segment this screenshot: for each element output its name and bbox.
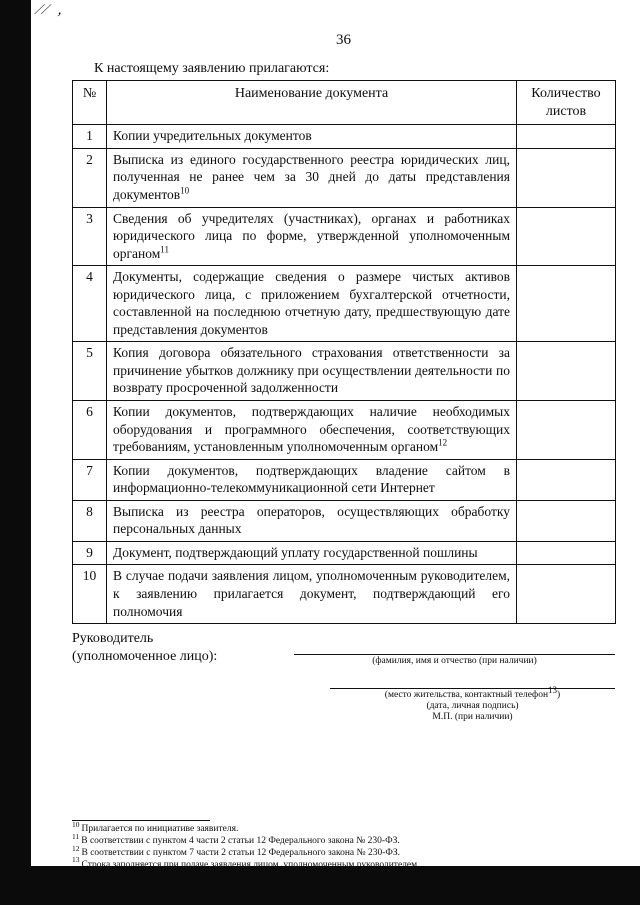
footnote-marker: 12 — [72, 843, 80, 853]
row-doc-text: Документ, подтверждающий уплату государственной пошлины — [113, 544, 478, 560]
row-doc-text: Сведения об учредителях (участниках), органах и работниках юридического лица по форме, утвержденной уполномоченным органом — [113, 210, 510, 261]
footnote — [72, 843, 615, 860]
row-sheet-count — [517, 401, 616, 460]
row-doc-text: Документы, содержащие сведения о размере чистых активов юридического лица, с приложением бухгалтерской отчетности, составленной на последнюю отчетную дату, предшествующую дате представления документов — [113, 269, 510, 337]
row-doc-text: Выписка из реестра операторов, осуществляющих обработку персональных данных — [113, 503, 510, 537]
row-doc-text: Копии учредительных документов — [113, 128, 312, 144]
signature-date-caption: (дата, личная подпись) — [426, 701, 519, 712]
row-doc-name — [107, 565, 517, 624]
row-sheet-count — [517, 459, 616, 500]
footnote-marker: 10 — [72, 819, 80, 829]
footnote-ref: 11 — [160, 244, 169, 255]
row-doc-name — [107, 459, 517, 500]
footnote-ref: 12 — [438, 437, 448, 448]
footnote-text: В соответствии с пунктом 4 части 2 статьи 12 Федерального закона № 230-ФЗ. — [81, 835, 400, 846]
table-row — [73, 565, 616, 624]
signer-role — [72, 630, 294, 666]
row-num: 9 — [73, 541, 107, 565]
row-num: 10 — [73, 565, 107, 624]
footnote — [72, 819, 615, 836]
table-row — [73, 541, 616, 565]
attachments-table — [72, 80, 616, 624]
row-doc-name — [107, 541, 517, 565]
address-caption-text: (место жительства, контактный телефон — [384, 690, 549, 701]
footnotes-section — [72, 820, 615, 872]
row-doc-name — [107, 207, 517, 266]
row-num: 5 — [73, 342, 107, 401]
scan-artifact-bottom-bar — [0, 866, 640, 905]
intro-text: К настоящему заявлению прилагаются: — [94, 61, 330, 76]
row-doc-text: Копии документов, подтверждающих наличие необходимых оборудования и программного обеспечения, соответствующих требованиям, установленным уполномоченным органом — [113, 404, 510, 455]
header-doc-name: Наименование документа — [107, 81, 517, 125]
document-content — [72, 32, 615, 722]
row-sheet-count — [517, 342, 616, 401]
signature-address-line — [330, 674, 615, 689]
signature-name-caption: (фамилия, имя и отчество (при наличии) — [372, 656, 537, 667]
footnote — [72, 855, 615, 872]
row-num: 1 — [73, 125, 107, 149]
row-doc-text: Копии документов, подтверждающих владение сайтом в информационно-телекоммуникационной сети Интернет — [113, 462, 510, 496]
signature-details-block — [330, 674, 615, 722]
signature-name-line — [294, 632, 615, 655]
table-row — [73, 342, 616, 401]
address-caption-close: ) — [557, 690, 561, 701]
footnote-marker: 11 — [72, 831, 80, 841]
row-sheet-count — [517, 148, 616, 207]
signature-stamp-caption: М.П. (при наличии) — [432, 712, 513, 723]
table-header-row — [73, 81, 616, 125]
table-row — [73, 207, 616, 266]
table-row — [73, 125, 616, 149]
row-num: 3 — [73, 207, 107, 266]
row-sheet-count — [517, 500, 616, 541]
row-num: 4 — [73, 266, 107, 342]
row-doc-name — [107, 401, 517, 460]
footnote-text: Прилагается по инициативе заявителя. — [81, 824, 239, 834]
row-sheet-count — [517, 207, 616, 266]
row-doc-name — [107, 500, 517, 541]
scan-artifact-pen-marks: ∕∕ , — [35, 2, 70, 18]
row-sheet-count — [517, 266, 616, 342]
footnote-text: В соответствии с пунктом 7 части 2 статьи 12 Федерального закона № 230-ФЗ. — [81, 847, 401, 858]
footnote-ref: 10 — [180, 185, 190, 196]
footnote-text: Строка заполняется при подаче заявления лицом, уполномоченным руководителем. — [81, 859, 420, 870]
row-doc-name — [107, 342, 517, 401]
row-doc-text: Копия договора обязательного страхования ответственности за причинение убытков должнику при осуществлении деятельности по возврату просроченной задолженности — [113, 345, 510, 396]
footnote — [72, 831, 615, 848]
row-doc-name — [107, 266, 517, 342]
scan-artifact-left-bar — [0, 0, 31, 905]
signature-name-block — [294, 630, 615, 666]
row-doc-text: В случае подачи заявления лицом, уполномоченным руководителем, к заявлению прилагается документ, подтверждающий его полномочия — [113, 568, 510, 619]
footnote-marker: 13 — [72, 855, 80, 865]
footnote-separator — [72, 820, 210, 821]
header-num: № — [73, 81, 107, 125]
signer-role-line2: (уполномоченное лицо): — [72, 648, 218, 664]
table-row — [73, 148, 616, 207]
signature-address-caption — [330, 685, 615, 701]
row-sheet-count — [517, 125, 616, 149]
page-number: 36 — [336, 32, 351, 48]
row-doc-text: Выписка из единого государственного реестра юридических лиц, полученная не ранее чем за 30 дней до даты представления документов — [113, 151, 510, 203]
row-doc-name — [107, 125, 517, 149]
header-sheet-count: Количество листов — [517, 81, 616, 125]
row-doc-name — [107, 148, 517, 207]
table-row — [73, 500, 616, 541]
row-num: 7 — [73, 459, 107, 500]
row-num: 2 — [73, 148, 107, 207]
row-num: 6 — [73, 401, 107, 460]
table-row — [73, 266, 616, 342]
row-sheet-count — [517, 541, 616, 565]
table-row — [73, 459, 616, 500]
table-row — [73, 401, 616, 460]
footnote-ref: 13 — [548, 685, 558, 696]
signature-section — [72, 630, 615, 666]
row-num: 8 — [73, 500, 107, 541]
row-sheet-count — [517, 565, 616, 624]
signer-role-line1: Руководитель — [72, 631, 154, 647]
